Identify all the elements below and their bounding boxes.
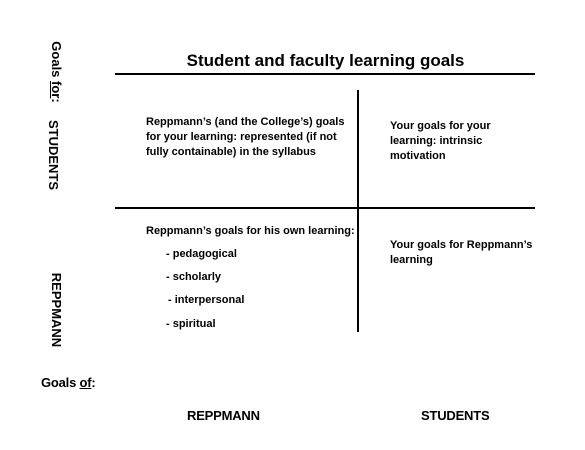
- row-label-students: STUDENTS: [46, 120, 61, 191]
- goals-of-label: [41, 375, 96, 390]
- quadrant-top-left: Reppmann’s (and the College’s) goals for your learning: represented (if not fully containable) in the syllabus: [146, 116, 345, 158]
- list-item: - scholarly: [166, 271, 222, 283]
- quadrant-bottom-left-heading: Reppmann’s goals for his own learning:: [146, 225, 355, 237]
- list-item: - spiritual: [166, 318, 216, 330]
- quadrant-top-right: Your goals for your learning: intrinsic motivation: [390, 120, 491, 162]
- diagram-title: Student and faculty learning goals: [186, 51, 465, 70]
- goals-of-prefix: Goals: [41, 375, 80, 390]
- goals-for-word: for: [49, 81, 64, 99]
- quadrant-bottom-right: Your goals for Reppmann’s learning: [390, 239, 533, 266]
- list-item: - pedagogical: [166, 248, 237, 260]
- vertical-divider-line: [357, 90, 359, 332]
- middle-divider-line: [115, 207, 535, 209]
- goals-for-prefix: Goals: [49, 41, 64, 82]
- column-label-students: STUDENTS: [421, 408, 490, 423]
- row-label-reppmann: REPPMANN: [49, 272, 64, 348]
- top-divider-line: [115, 73, 535, 75]
- goals-of-suffix: :: [91, 375, 96, 390]
- goals-for-label: [48, 37, 64, 107]
- goals-for-suffix: :: [49, 98, 64, 103]
- list-item: - interpersonal: [168, 294, 245, 306]
- column-label-reppmann: REPPMANN: [187, 408, 260, 423]
- goals-of-word: of: [79, 375, 92, 390]
